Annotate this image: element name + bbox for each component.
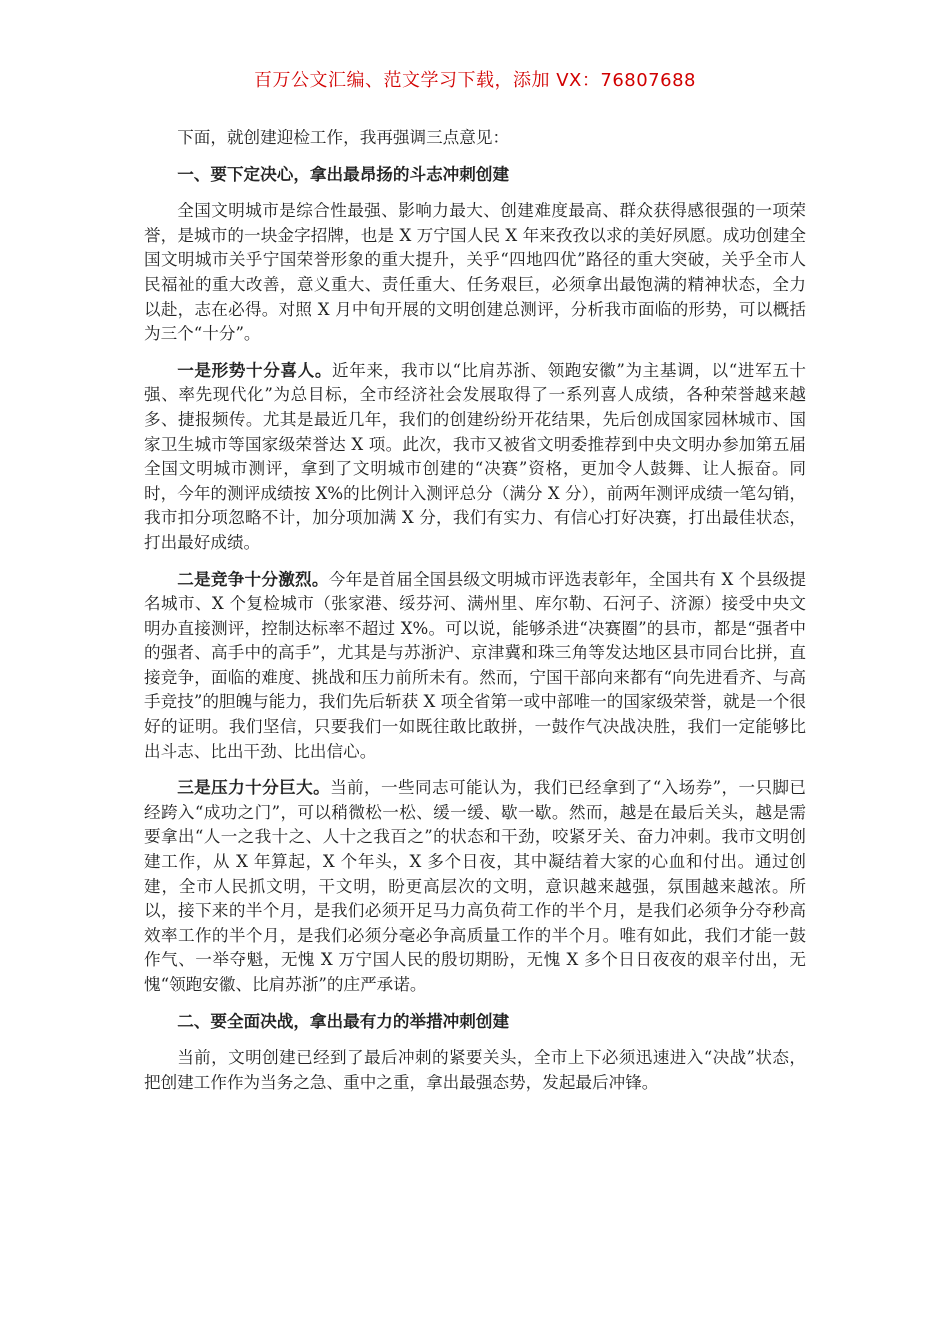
section-1-paragraph-2: [144, 359, 806, 556]
section-2-paragraph-1: 当前，文明创建已经到了最后冲刺的紧要关头，全市上下必须迅速进入“决战”状态，把创建工作作为当务之急、重中之重，拿出最强态势，发起最后冲锋。: [144, 1048, 806, 1092]
section-1-paragraph-4: [144, 776, 806, 997]
section-1-paragraph-3: [144, 568, 806, 765]
section-1-heading: 一、要下定决心，拿出最昂扬的斗志冲刺创建: [177, 164, 510, 184]
paragraph-lead: 一是形势十分喜人。: [177, 360, 333, 380]
intro-paragraph: 下面，就创建迎检工作，我再强调三点意见：: [177, 128, 510, 147]
document-body: [144, 126, 806, 1095]
section-1-paragraph-1: 全国文明城市是综合性最强、影响力最大、创建难度最高、群众获得感很强的一项荣誉，是城市的一块金字招牌，也是 X 万宁国人民 X 年来孜孜以求的美好夙愿。成功创建全国文明城市关乎宁国荣誉形象的重大提升，关乎“四地四优”路径的重大突破，关乎全市人民福祉的重大改善，意义重大、责任重大、任务艰巨，必须拿出最饱满的精神状态，全力以赴，志在必得。对照 X 月中旬开展的文明创建总测评，分析我市面临的形势，可以概括为三个“十分”。: [144, 201, 806, 344]
section-2-heading: 二、要全面决战，拿出最有力的举措冲刺创建: [177, 1011, 510, 1031]
paragraph-lead: 二是竞争十分激烈。: [177, 569, 329, 589]
paragraph-lead: 三是压力十分巨大。: [177, 778, 331, 798]
paragraph-text: 今年是首届全国县级文明城市评选表彰年，全国共有 X 个县级提名城市、X 个复检城市（张家港、绥芬河、满州里、库尔勒、石河子、济源）接受中央文明办直接测评，控制达标率不超过 X%。可以说，能够杀进“决赛圈”的县市，都是“强者中的强者、高手中的高手”，尤其是与苏浙沪、京津冀和珠三角等发达地区县市同台比拼，直接竞争，面临的难度、挑战和压力前所未有。然而，宁国干部向来都有“向先进看齐、与高手竞技”的胆魄与能力，我们先后斩获 X 项全省第一或中部唯一的国家级荣誉，就是一个很好的证明。我们坚信，只要我们一如既往敢比敢拼，一鼓作气决战决胜，我们一定能够比出斗志、比出干劲、比出信心。: [144, 569, 807, 761]
paragraph-text: 近年来，我市以“比肩苏浙、领跑安徽”为主基调，以“进军五十强、率先现代化”为总目标，全市经济社会发展取得了一系列喜人成绩，各种荣誉越来越多、捷报频传。尤其是最近几年，我们的创建纷纷开花结果，先后创成国家园林城市、国家卫生城市等国家级荣誉达 X 项。此次，我市又被省文明委推荐到中央文明办参加第五届全国文明城市测评，拿到了文明城市创建的“决赛”资格，更加令人鼓舞、让人振奋。同时，今年的测评成绩按 X%的比例计入测评总分（满分 X 分），前两年测评成绩一笔勾销，我市扣分项忽略不计，加分项加满 X 分，我们有实力、有信心打好决赛，打出最佳状态，打出最好成绩。: [144, 360, 807, 552]
promo-banner: 百万公文汇编、范文学习下载，添加 VX：76807688: [254, 70, 696, 91]
paragraph-text: 当前，一些同志可能认为，我们已经拿到了“入场券”，一只脚已经跨入“成功之门”，可以稍微松一松、缓一缓、歇一歇。然而，越是在最后关头，越是需要拿出“人一之我十之、人十之我百之”的状态和干劲，咬紧牙关、奋力冲刺。我市文明创建工作，从 X 年算起，X 个年头，X 多个日夜，其中凝结着大家的心血和付出。通过创建，全市人民抓文明，干文明，盼更高层次的文明，意识越来越强，氛围越来越浓。所以，接下来的半个月，是我们必须开足马力高负荷工作的半个月，是我们必须争分夺秒高效率工作的半个月，是我们必须分毫必争高质量工作的半个月。唯有如此，我们才能一鼓作气、一举夺魁，无愧 X 万宁国人民的殷切期盼，无愧 X 多个日日夜夜的艰辛付出，无愧“领跑安徽、比肩苏浙”的庄严承诺。: [144, 778, 807, 994]
